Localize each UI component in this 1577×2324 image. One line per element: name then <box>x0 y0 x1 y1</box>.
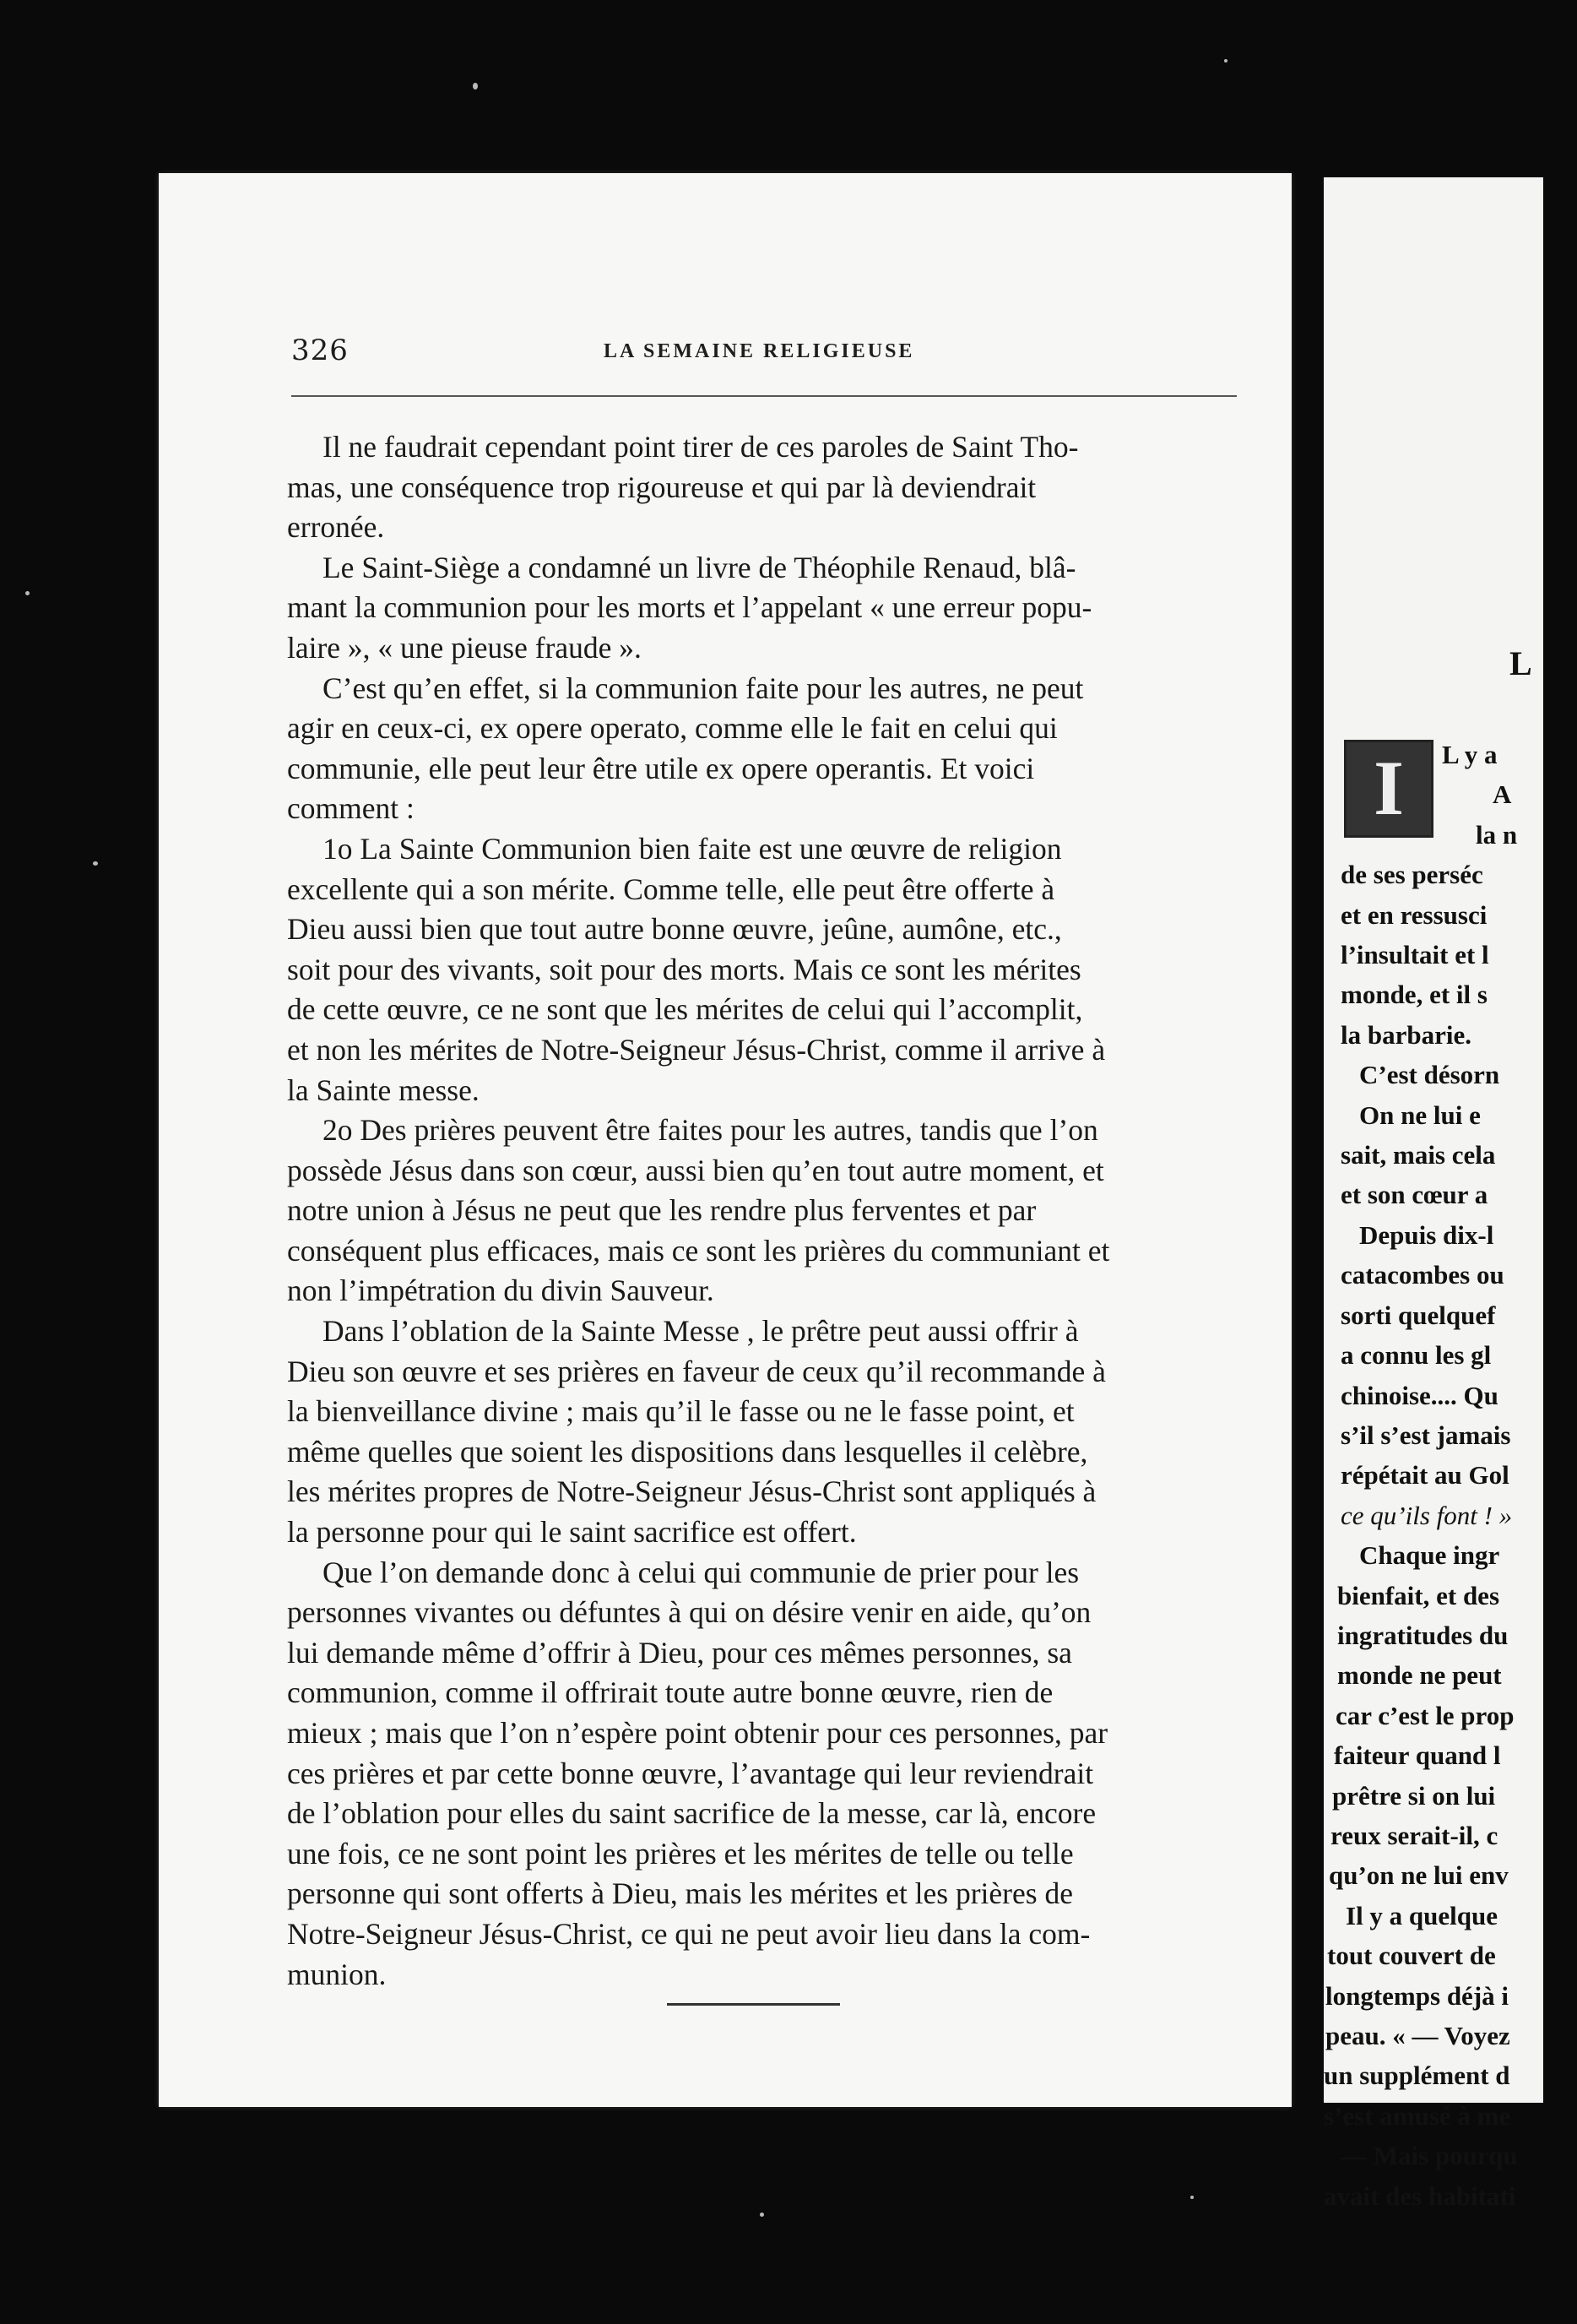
right-line: — Mais pourqu <box>1341 2141 1518 2171</box>
right-page <box>1324 177 1543 2211</box>
ornamental-initial: I <box>1344 740 1433 838</box>
text-line: Dieu son œuvre et ses prières en faveur de ceux qu’il recommande à <box>287 1354 1106 1388</box>
text-line: C’est qu’en effet, si la communion faite pour les autres, ne peut <box>322 671 1084 705</box>
text-line: ces prières et par cette bonne œuvre, l’avantage qui leur reviendrait <box>287 1756 1094 1790</box>
right-line: et en ressusci <box>1341 899 1488 930</box>
right-line: sait, mais cela <box>1341 1140 1496 1170</box>
text-line: notre union à Jésus ne peut que les rendre plus ferventes et par <box>287 1193 1037 1228</box>
page-number: 326 <box>291 334 349 367</box>
text-line: possède Jésus dans son cœur, aussi bien qu’en tout autre moment, et <box>287 1153 1104 1187</box>
right-line: Depuis dix-l <box>1359 1219 1494 1250</box>
text-line: Le Saint-Siège a condamné un livre de Théophile Renaud, blâ- <box>322 550 1076 584</box>
text-line: Il ne faudrait cependant point tirer de ces paroles de Saint Tho- <box>322 430 1079 464</box>
text-line: non l’impétration du divin Sauveur. <box>287 1273 714 1308</box>
end-rule <box>667 2003 840 2006</box>
text-line: excellente qui a son mérite. Comme telle, elle peut être offerte à <box>287 872 1055 906</box>
right-line: C’est désorn <box>1359 1060 1500 1090</box>
text-line: les mérites propres de Notre-Seigneur Jésus-Christ sont appliqués à <box>287 1474 1097 1509</box>
right-line: peau. « — Voyez <box>1325 2021 1510 2050</box>
text-line: communion, comme il offrirait toute autre bonne œuvre, rien de <box>287 1675 1054 1710</box>
text-line: soit pour des vivants, soit pour des morts. Mais ce sont les mérites <box>287 952 1081 986</box>
right-line: qu’on ne lui env <box>1329 1860 1509 1891</box>
text-line: la bienveillance divine ; mais qu’il le fasse ou ne le fasse point, et <box>287 1394 1075 1429</box>
text-line: conséquent plus efficaces, mais ce sont les prières du communiant et <box>287 1233 1110 1268</box>
right-line: chinoise.... Qu <box>1341 1380 1498 1410</box>
text-line: agir en ceux-ci, ex opere operato, comme elle le fait en celui qui <box>287 711 1058 746</box>
right-line: On ne lui e <box>1359 1100 1481 1130</box>
right-line: ingratitudes du <box>1337 1620 1509 1650</box>
right-line: faiteur quand l <box>1334 1740 1501 1771</box>
right-line: A <box>1493 779 1512 810</box>
text-line: Dieu aussi bien que tout autre bonne œuvre, jeûne, aumône, etc., <box>287 912 1062 947</box>
dust-speck <box>1190 2196 1194 2199</box>
text-line: même quelles que soient les dispositions dans lesquelles il celèbre, <box>287 1434 1088 1469</box>
article-body <box>287 427 1236 1995</box>
text-line: Que l’on demande donc à celui qui communie de prier pour les <box>322 1555 1080 1589</box>
right-line: avait des habitati <box>1324 2180 1516 2211</box>
right-line: la n <box>1476 819 1518 850</box>
text-line: personne qui sont offerts à Dieu, mais les mérites et les prières de <box>287 1876 1073 1911</box>
header-rule <box>291 395 1237 397</box>
text-line: la personne pour qui le saint sacrifice est offert. <box>287 1515 857 1550</box>
text-line: laire », « une pieuse fraude ». <box>287 630 642 665</box>
text-line: comment : <box>287 791 415 826</box>
text-line: mas, une conséquence trop rigoureuse et qui par là deviendrait <box>287 470 1037 504</box>
right-page-title: L <box>1509 644 1532 682</box>
text-line: et non les mérites de Notre-Seigneur Jésus-Christ, comme il arrive à <box>287 1032 1106 1067</box>
right-line: car c’est le prop <box>1336 1700 1515 1730</box>
right-line: ce qu’ils font ! » <box>1341 1500 1513 1530</box>
dust-speck <box>93 861 98 866</box>
right-line: monde, et il s <box>1341 980 1488 1010</box>
right-line: bienfait, et des <box>1337 1580 1500 1610</box>
right-line: a connu les gl <box>1341 1340 1492 1371</box>
dust-speck <box>760 2213 764 2217</box>
text-line: 1o La Sainte Communion bien faite est une œuvre de religion <box>322 831 1062 866</box>
page-header <box>291 334 1237 367</box>
right-line: un supplément d <box>1324 2061 1510 2091</box>
right-line: répétait au Gol <box>1341 1460 1509 1491</box>
right-page-text <box>1324 735 1577 2216</box>
right-line: catacombes ou <box>1341 1260 1504 1290</box>
right-line: Il y a quelque <box>1346 1900 1498 1930</box>
right-line: la barbarie. <box>1341 1019 1471 1050</box>
text-line: de cette œuvre, ce ne sont que les mérites de celui qui l’accomplit, <box>287 992 1083 1027</box>
right-line: s’il s’est jamais <box>1341 1420 1511 1450</box>
right-line: s’est amusé à me <box>1324 2100 1511 2131</box>
text-line: une fois, ce ne sont point les prières et les mérites de telle ou telle <box>287 1836 1074 1871</box>
text-line: 2o Des prières peuvent être faites pour les autres, tandis que l’on <box>322 1113 1098 1148</box>
right-line: prêtre si on lui <box>1332 1780 1496 1811</box>
dust-speck <box>25 591 30 595</box>
text-line: personnes vivantes ou défuntes à qui on désire venir en aide, qu’on <box>287 1595 1092 1630</box>
text-line: erronée. <box>287 510 385 545</box>
right-line: L y a <box>1442 740 1498 769</box>
right-line: l’insultait et l <box>1341 940 1489 970</box>
right-line: et son cœur a <box>1341 1180 1488 1210</box>
text-line: lui demande même d’offrir à Dieu, pour ces mêmes personnes, sa <box>287 1635 1072 1670</box>
dust-speck <box>473 83 478 90</box>
running-title: LA SEMAINE RELIGIEUSE <box>604 340 915 362</box>
text-line: munion. <box>287 1957 387 1991</box>
right-line: monde ne peut <box>1337 1660 1502 1691</box>
right-line: tout couvert de <box>1327 1941 1496 1971</box>
dust-speck <box>1224 59 1227 62</box>
text-line: mant la communion pour les morts et l’appelant « une erreur popu- <box>287 590 1092 625</box>
text-line: de l’oblation pour elles du saint sacrifice de la messe, car là, encore <box>287 1796 1097 1831</box>
right-line: reux serait-il, c <box>1330 1820 1498 1850</box>
right-line: sorti quelquef <box>1341 1300 1496 1330</box>
right-line: longtemps déjà i <box>1325 1980 1509 2011</box>
text-line: mieux ; mais que l’on n’espère point obtenir pour ces personnes, par <box>287 1716 1108 1750</box>
right-line: de ses perséc <box>1341 860 1483 890</box>
text-line: Notre-Seigneur Jésus-Christ, ce qui ne peut avoir lieu dans la com- <box>287 1916 1091 1951</box>
text-line: la Sainte messe. <box>287 1072 480 1107</box>
text-line: communie, elle peut leur être utile ex opere operantis. Et voici <box>287 751 1035 785</box>
right-line: Chaque ingr <box>1359 1540 1500 1571</box>
text-line: Dans l’oblation de la Sainte Messe , le prêtre peut aussi offrir à <box>322 1314 1079 1349</box>
